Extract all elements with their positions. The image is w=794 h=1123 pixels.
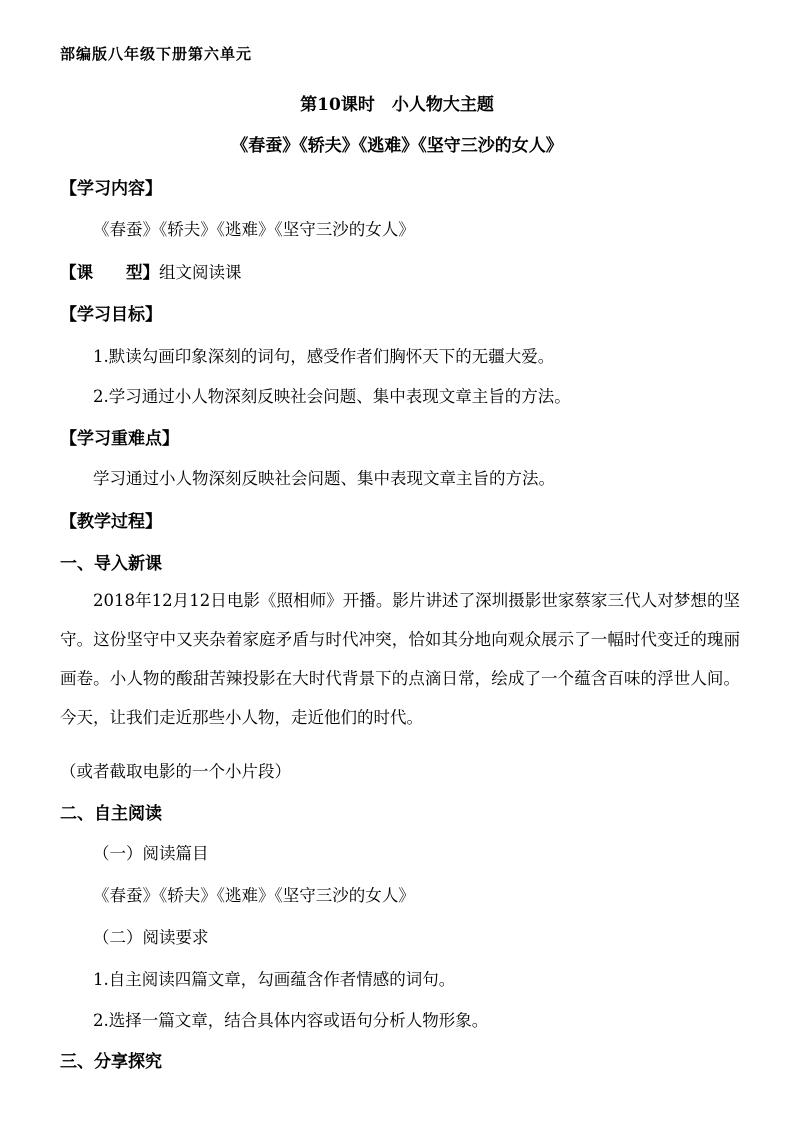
document-header: 部编版八年级下册第六单元 — [60, 45, 253, 63]
part1-paragraph: 2018年12月12日电影《照相师》开播。影片讲述了深圳摄影世家蔡家三代人对梦想的坚守。这份坚守中又夹杂着家庭矛盾与时代冲突，恰如其分地向观众展示了一幅时代变迁的瑰丽画卷。小人物的酸甜苦辣投影在大时代背景下的点滴日常，绘成了一个蕴含百味的浮世人间。今天，让我们走近那些小人物，走近他们的时代。 — [60, 591, 740, 727]
part2-sub2: （二）阅读要求 — [93, 928, 209, 947]
part2-sub1-text: 《春蚕》《轿夫》《逃难》《坚守三沙的女人》 — [93, 886, 415, 905]
part2-sub1: （一）阅读篇目 — [93, 844, 209, 863]
type-row — [60, 259, 242, 283]
type-label: 【课 型】 — [60, 263, 159, 282]
part1-heading: 一、导入新课 — [60, 554, 162, 574]
lesson-subtitle: 《春蚕》《轿夫》《逃难》《坚守三沙的女人》 — [231, 136, 563, 156]
content-text: 《春蚕》《轿夫》《逃难》《坚守三沙的女人》 — [93, 220, 415, 239]
section-heading-goals: 【学习目标】 — [60, 305, 162, 325]
part2-req-2: 2.选择一篇文章，结合具体内容或语句分析人物形象。 — [93, 1011, 489, 1030]
lesson-title: 第10课时 小人物大主题 — [300, 95, 494, 115]
section-heading-key: 【学习重难点】 — [60, 429, 179, 449]
goal-item-2: 2.学习通过小人物深刻反映社会问题、集中表现文章主旨的方法。 — [93, 387, 571, 406]
section-heading-process: 【教学过程】 — [60, 512, 162, 532]
part2-req-1: 1.自主阅读四篇文章，勾画蕴含作者情感的词句。 — [93, 970, 456, 989]
type-value: 组文阅读课 — [159, 263, 242, 282]
goal-item-1: 1.默读勾画印象深刻的词句，感受作者们胸怀天下的无疆大爱。 — [93, 347, 555, 366]
part1-note: （或者截取电影的一个小片段） — [60, 762, 291, 781]
key-text: 学习通过小人物深刻反映社会问题、集中表现文章主旨的方法。 — [93, 469, 555, 488]
section-heading-content: 【学习内容】 — [60, 179, 162, 199]
part3-heading: 三、分享探究 — [60, 1052, 162, 1072]
part2-heading: 二、自主阅读 — [60, 804, 162, 824]
